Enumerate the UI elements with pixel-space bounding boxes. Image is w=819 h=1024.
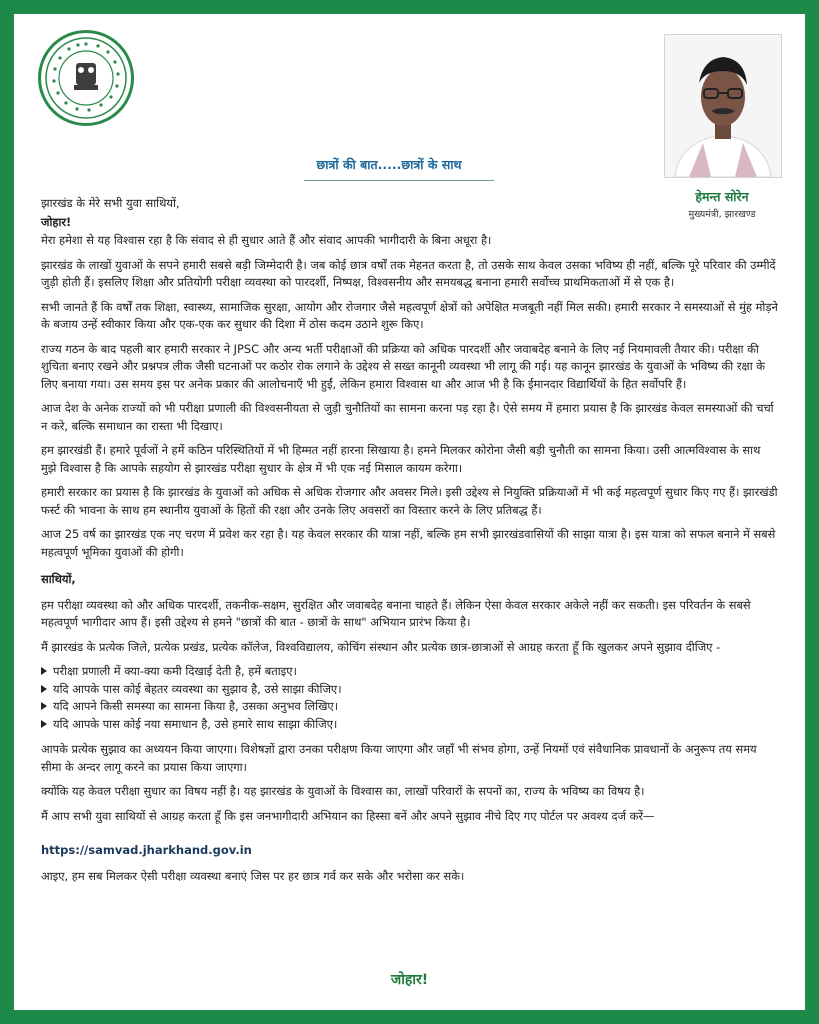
letter-page: [14, 14, 805, 1010]
list-item-text: यदि आपके पास कोई बेहतर व्यवस्था का सुझाव है, उसे साझा कीजिए।: [53, 681, 342, 696]
emblem-icon: [41, 33, 131, 123]
paragraph: मैं झारखंड के प्रत्येक जिले, प्रत्येक प्रखंड, प्रत्येक कॉलेज, विश्वविद्यालय, कोचिंग संस्थान और प्रत्येक छात्र-छात्राओं से आग्रह करता हूँ कि खुलकर अपने सुझाव दीजिए -: [41, 639, 721, 654]
list-item-text: यदि आपके पास कोई नया समाधान है, उसे हमारे साथ साझा कीजिए।: [53, 716, 338, 731]
list-item-text: यदि आपने किसी समस्या का सामना किया है, उसका अनुभव लिखिए।: [53, 699, 339, 713]
sathiyon-heading: साथियों,: [41, 572, 76, 586]
paragraph: हम परीक्षा व्यवस्था को और अधिक पारदर्शी, तकनीक-सक्षम, सुरक्षित और जवाबदेह बनाना चाहते हैं। लेकिन ऐसा केवल सरकार अकेले नहीं कर सकती। इस परिवर्तन के सबसे महत्वपूर्ण भागीदार आप हैं। इसी उद्देश्य से हमने "छात्रों की बात - छात्रों के साथ" अभियान प्रारंभ किया है।: [41, 597, 751, 629]
letter-body: [41, 195, 779, 892]
paragraph: सभी जानते हैं कि वर्षों तक शिक्षा, स्वास्थ्य, सामाजिक सुरक्षा, आयोग और रोजगार जैसे महत्वपूर्ण क्षेत्रों को अपेक्षित मजबूती नहीं मिल सकी। हमारी सरकार ने समस्याओं से मुंह मोड़ने के बजाय उन्हें स्वीकार किया और एक-एक कर सुधार की दिशा में ठोस कदम उठाने शुरू किए।: [41, 299, 778, 331]
paragraph: हमारी सरकार का प्रयास है कि झारखंड के युवाओं को अधिक से अधिक रोजगार और अवसर मिले। इसी उद्देश्य से नियुक्ति प्रक्रियाओं में भी कई महत्वपूर्ण सुधार किए गए हैं। झारखंडी फर्स्ट की भावना के साथ हम स्थानीय युवाओं के हितों की रक्षा और उनके लिए अवसरों का विस्तार करने के लिए प्रतिबद्ध हैं।: [41, 485, 778, 517]
suggestion-list: [41, 663, 779, 733]
bullet-triangle-icon: [41, 702, 47, 710]
final-line: आइए, हम सब मिलकर ऐसी परीक्षा व्यवस्था बनाएं जिस पर हर छात्र गर्व कर सके और भरोसा कर सके।: [41, 868, 465, 883]
paragraph: आज देश के अनेक राज्यों को भी परीक्षा प्रणाली की विश्वसनीयता से जुड़ी चुनौतियों का सामना करना पड़ रहा है। ऐसे समय में हमारा प्रयास है कि झारखंड केवल समस्याओं की चर्चा न करे, बल्कि समाधान का रास्ता भी दिखाए।: [41, 401, 774, 433]
portal-link[interactable]: https://samvad.jharkhand.gov.in: [41, 843, 252, 857]
list-item-text: परीक्षा प्रणाली में क्या-क्या कमी दिखाई देती है, हमें बताइए।: [53, 664, 297, 678]
bullet-triangle-icon: [41, 685, 47, 693]
closing-johar: जोहार!: [390, 972, 429, 988]
salutation: झारखंड के मेरे सभी युवा साथियों,: [41, 196, 180, 210]
campaign-headline: छात्रों की बात.....छात्रों के साथ: [316, 157, 462, 172]
paragraph: हम झारखंडी हैं। हमारे पूर्वजों ने हमें कठिन परिस्थितियों में भी हिम्मत नहीं हारना सिखाया है। हमने मिलकर कोरोना जैसी बड़ी चुनौती का सामना किया। उसी आत्मविश्वास के साथ मुझे विश्वास है कि आपके सहयोग से झारखंड परीक्षा सुधार के क्षेत्र में भी एक नई मिसाल कायम करेगा।: [41, 443, 761, 475]
chief-minister-photo: [664, 34, 782, 178]
bullet-triangle-icon: [41, 667, 47, 675]
headline-underline: [304, 180, 494, 181]
paragraph: आज 25 वर्ष का झारखंड एक नए चरण में प्रवेश कर रहा है। यह केवल सरकार की यात्रा नहीं, बल्कि हम सभी झारखंडवासियों की साझा यात्रा है। इस यात्रा को सफल बनाने में सबसे महत्वपूर्ण भूमिका युवाओं की होगी।: [41, 527, 776, 559]
greeting-johar: जोहार!: [41, 214, 72, 229]
paragraph: मैं आप सभी युवा साथियों से आग्रह करता हूँ कि इस जनभागीदारी अभियान का हिस्सा बनें और अपने सुझाव नीचे दिए गए पोर्टल पर अवश्य दर्ज करें—: [41, 808, 655, 823]
signer-name: हेमन्त सोरेन: [695, 189, 749, 204]
signer-role: मुख्यमंत्री, झारखण्ड: [688, 209, 756, 220]
list-item: [41, 698, 779, 716]
list-item: [41, 716, 779, 734]
jharkhand-emblem-logo: [38, 30, 134, 126]
paragraph: क्योंकि यह केवल परीक्षा सुधार का विषय नहीं है। यह झारखंड के युवाओं के विश्वास का, लाखों परिवारों के सपनों का, राज्य के भविष्य का विषय है।: [41, 784, 645, 798]
paragraph: मेरा हमेशा से यह विश्वास रहा है कि संवाद से ही सुधार आते हैं और संवाद आपकी भागीदारी के बिना अधूरा है।: [41, 233, 492, 247]
bullet-triangle-icon: [41, 720, 47, 728]
paragraph: आपके प्रत्येक सुझाव का अध्ययन किया जाएगा। विशेषज्ञों द्वारा उनका परीक्षण किया जाएगा और जहाँ भी संभव होगा, उन्हें नियमों एवं संवैधानिक प्रावधानों के अनुरूप तय समय सीमा के अन्दर लागू करने का प्रयास किया जाएगा।: [41, 742, 757, 774]
list-item: [41, 681, 779, 699]
list-item: [41, 663, 779, 681]
paragraph: राज्य गठन के बाद पहली बार हमारी सरकार ने JPSC और अन्य भर्ती परीक्षाओं की प्रक्रिया को अधिक पारदर्शी और जवाबदेह बनाने के लिए नई नियमावली तैयार की। परीक्षा की शुचिता बनाए रखने और प्रश्नपत्र लीक जैसी घटनाओं पर कठोर रोक लगाने के उद्देश्य से सख्त कानूनी व्यवस्था भी लागू की गई। यह कानून झारखंड के युवाओं के भविष्य की रक्षा के लिए बनाया गया। उस समय इस पर अनेक प्रकार की आलोचनाएँ भी हुईं, लेकिन हमारा विश्वास था और आज भी है कि ईमानदार विद्यार्थियों के हित सर्वोपरि हैं।: [41, 341, 766, 391]
paragraph: झारखंड के लाखों युवाओं के सपने हमारी सबसे बड़ी जिम्मेदारी है। जब कोई छात्र वर्षों तक मेहनत करता है, तो उसके साथ केवल उसका भविष्य ही नहीं, बल्कि पूरे परिवार की उम्मीदें जुड़ी होती हैं। इसलिए शिक्षा और प्रतियोगी परीक्षा व्यवस्था को पारदर्शी, निष्पक्ष, विश्वसनीय और समयबद्ध बनाना हमारी सर्वोच्च प्राथमिकताओं में से एक है।: [41, 257, 776, 289]
